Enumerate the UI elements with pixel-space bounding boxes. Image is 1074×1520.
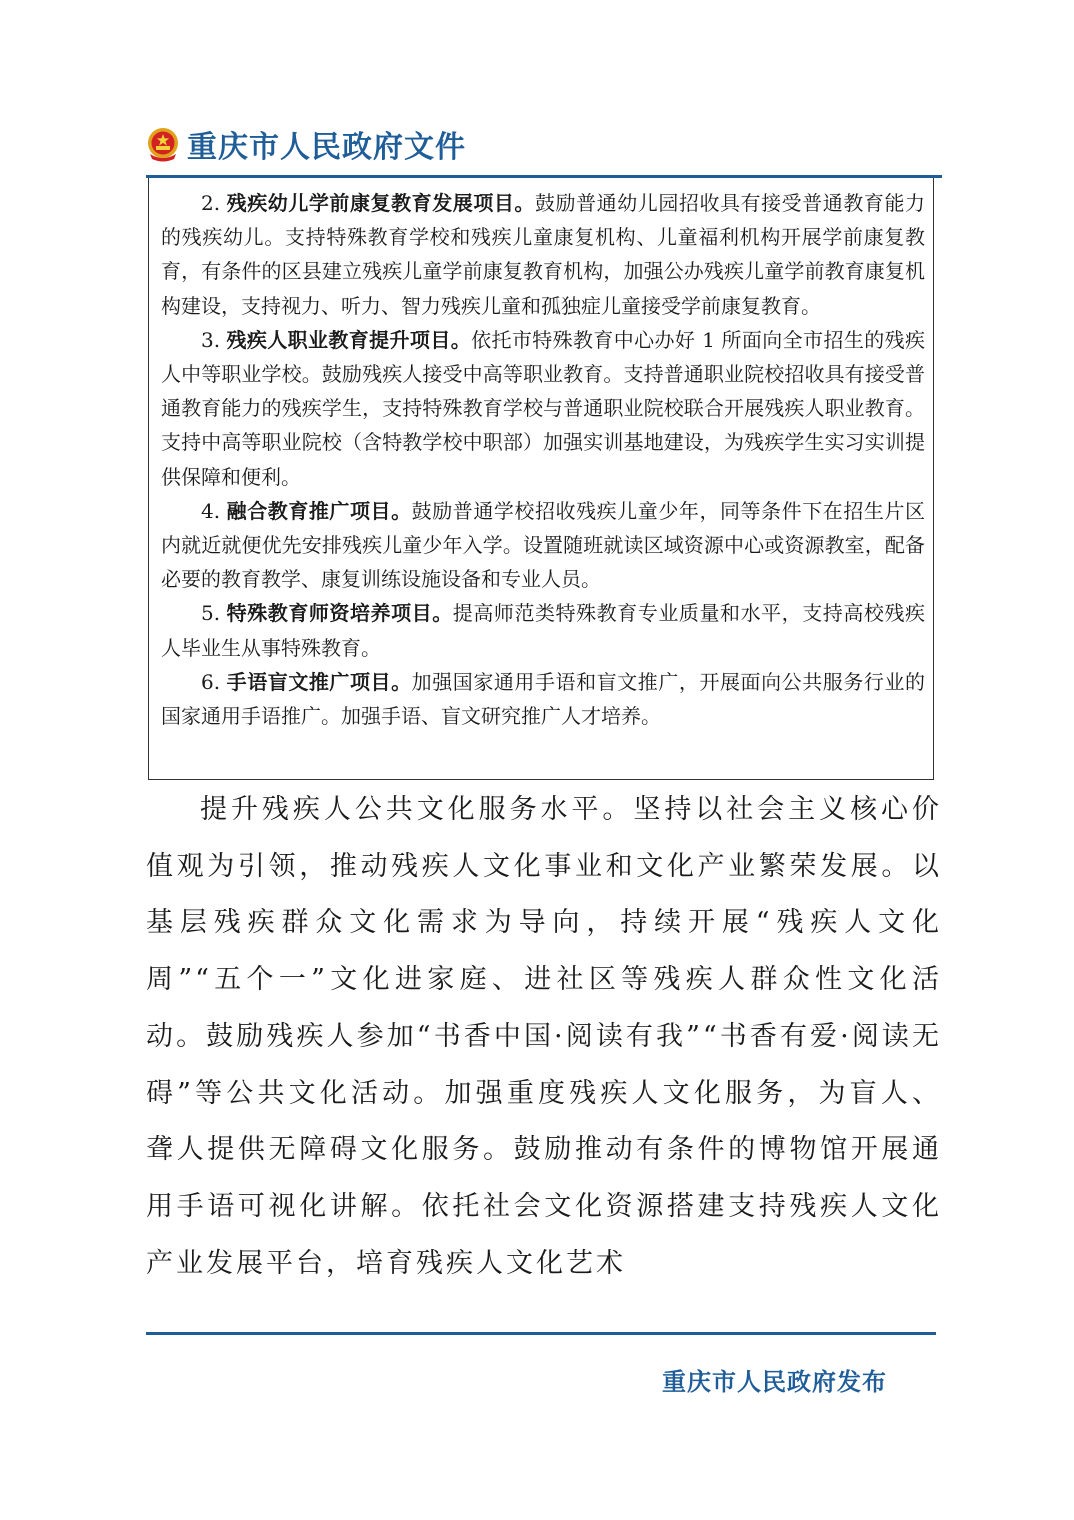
project-number: 4. <box>201 498 221 523</box>
body-paragraph: 提升残疾人公共文化服务水平。坚持以社会主义核心价值观为引领，推动残疾人文化事业和文化产业繁荣发展。以基层残疾群众文化需求为导向，持续开展“残疾人文化周”“五个一”文化进家庭、进社区等残疾人群众性文化活动。鼓励残疾人参加“书香中国·阅读有我”“书香有爱·阅读无碍”等公共文化活动。加强重度残疾人文化服务，为盲人、聋人提供无障碍文化服务。鼓励推动有条件的博物馆开展通用手语可视化讲解。依托社会文化资源搭建支持残疾人文化产业发展平台，培育残疾人文化艺术 <box>146 794 942 1279</box>
project-number: 3. <box>201 327 221 352</box>
project-item <box>161 186 925 323</box>
project-title: 残疾人职业教育提升项目。 <box>226 327 472 352</box>
project-box <box>148 178 934 780</box>
project-number: 2. <box>201 191 221 215</box>
project-body: 依托市特殊教育中心办好 1 所面向全市招生的残疾人中等职业学校。鼓励残疾人接受中高等职业教育。支持普通职业院校招收具有接受普通教育能力的残疾学生，支持特殊教育学校与普通职业院校联合开展残疾人职业教育。支持中高等职业院校（含特教学校中职部）加强实训基地建设，为残疾学生实习实训提供保障和便利。 <box>161 327 925 489</box>
project-body: 提高师范类特殊教育专业质量和水平，支持高校残疾人毕业生从事特殊教育。 <box>161 601 926 660</box>
project-body: 鼓励普通幼儿园招收具有接受普通教育能力的残疾幼儿。支持特殊教育学校和残疾儿童康复机构、儿童福利机构开展学前康复教育，有条件的区县建立残疾儿童学前康复教育机构，加强公办残疾儿童学前教育康复机构建设，支持视力、听力、智力残疾儿童和孤独症儿童接受学前康复教育。 <box>161 191 926 318</box>
project-item <box>161 323 925 494</box>
footer-divider <box>146 1332 936 1335</box>
document-header-title: 重庆市人民政府文件 <box>187 130 466 165</box>
project-body: 鼓励普通学校招收残疾儿童少年，同等条件下在招生片区内就近就便优先安排残疾儿童少年入学。设置随班就读区域资源中心或资源教室，配备必要的教育教学、康复训练设施设备和专业人员。 <box>161 498 926 592</box>
project-body: 加强国家通用手语和盲文推广，开展面向公共服务行业的国家通用手语推广。加强手语、盲文研究推广人才培养。 <box>161 669 926 729</box>
footer-publisher: 重庆市人民政府发布 <box>662 1367 887 1396</box>
document-header <box>145 122 466 166</box>
project-item <box>161 494 925 597</box>
project-number: 5. <box>201 601 221 626</box>
project-title: 特殊教育师资培养项目。 <box>226 601 453 626</box>
main-body <box>146 782 942 1292</box>
project-number: 6. <box>201 669 221 694</box>
project-title: 手语盲文推广项目。 <box>226 669 412 694</box>
project-title: 残疾幼儿学前康复教育发展项目。 <box>226 191 535 215</box>
project-title: 融合教育推广项目。 <box>226 498 412 523</box>
project-item <box>161 665 925 733</box>
project-item <box>161 596 925 664</box>
national-emblem-icon <box>145 126 181 162</box>
